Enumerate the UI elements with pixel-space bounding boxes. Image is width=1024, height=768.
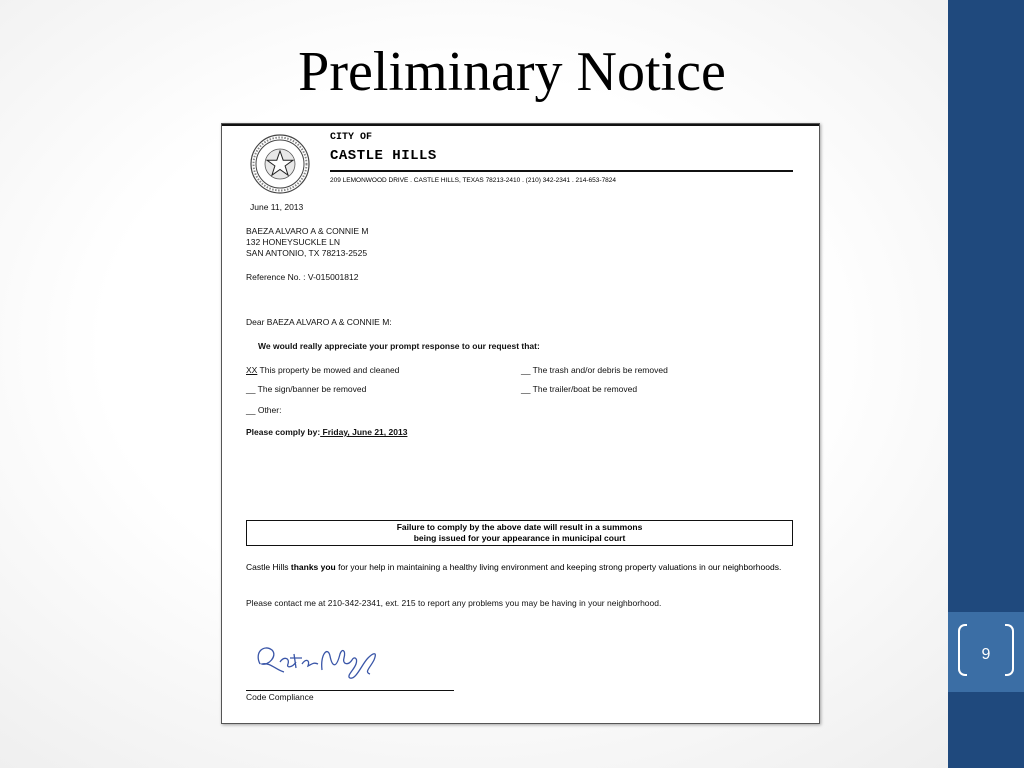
thanks-part-2: for your help in maintaining a healthy living environment and keeping strong property valuations in our neighborhoods. <box>335 562 782 572</box>
checklist-item <box>521 365 668 376</box>
checklist-mark: __ <box>246 405 256 415</box>
warning-box <box>246 520 793 546</box>
salutation: Dear BAEZA ALVARO A & CONNIE M: <box>246 317 392 327</box>
city-seal-icon <box>250 134 310 194</box>
page-number-badge <box>948 612 1024 692</box>
checklist-item <box>521 384 637 395</box>
comply-date: Friday, June 21, 2013 <box>320 427 408 437</box>
checklist-mark: XX <box>246 365 258 375</box>
request-intro: We would really appreciate your prompt response to our request that: <box>258 341 540 351</box>
thanks-part-1: Castle Hills <box>246 562 291 572</box>
handwritten-signature <box>250 634 390 684</box>
header-city-of: CITY OF <box>330 132 373 143</box>
checklist-text: The sign/banner be removed <box>255 384 367 394</box>
signature-line <box>246 690 454 691</box>
checklist-item <box>246 365 399 376</box>
slide-title: Preliminary Notice <box>298 41 726 103</box>
checklist-text: The trailer/boat be removed <box>530 384 638 394</box>
page-number: 9 <box>981 646 991 663</box>
checklist-text: Other: <box>255 405 282 415</box>
warning-line-1: Failure to comply by the above date will result in a summons <box>396 522 643 532</box>
recipient-name: BAEZA ALVARO A & CONNIE M <box>246 226 369 236</box>
document-top-rule <box>222 124 819 126</box>
thanks-paragraph <box>246 562 802 573</box>
recipient-city: SAN ANTONIO, TX 78213-2525 <box>246 248 368 258</box>
right-brace-icon <box>1005 624 1014 676</box>
signature-caption: Code Compliance <box>246 692 314 702</box>
warning-line-2: being issued for your appearance in municipal court <box>413 533 626 543</box>
checklist-mark: __ <box>521 384 531 394</box>
contact-paragraph: Please contact me at 210-342-2341, ext. 215 to report any problems you may be having in your neighborhood. <box>246 598 662 608</box>
checklist-mark: __ <box>521 365 531 375</box>
header-city-name: CASTLE HILLS <box>330 148 437 164</box>
checklist-mark: __ <box>246 384 256 394</box>
recipient-street: 132 HONEYSUCKLE LN <box>246 237 341 247</box>
checklist-item <box>246 405 281 416</box>
header-address: 209 LEMONWOOD DRIVE . CASTLE HILLS, TEXAS 78213-2410 . (210) 342-2341 . 214-653-7824 <box>330 177 617 184</box>
header-rule <box>330 170 793 172</box>
letter-date: June 11, 2013 <box>250 202 304 212</box>
comply-by-line <box>246 427 407 438</box>
thanks-bold: thanks you <box>290 562 336 572</box>
comply-label: Please comply by: <box>246 427 321 437</box>
checklist-item <box>246 384 366 395</box>
checklist-text: This property be mowed and cleaned <box>257 365 400 375</box>
checklist-text: The trash and/or debris be removed <box>530 365 668 375</box>
notice-document <box>221 123 820 724</box>
reference-number: Reference No. : V-015001812 <box>246 272 359 282</box>
